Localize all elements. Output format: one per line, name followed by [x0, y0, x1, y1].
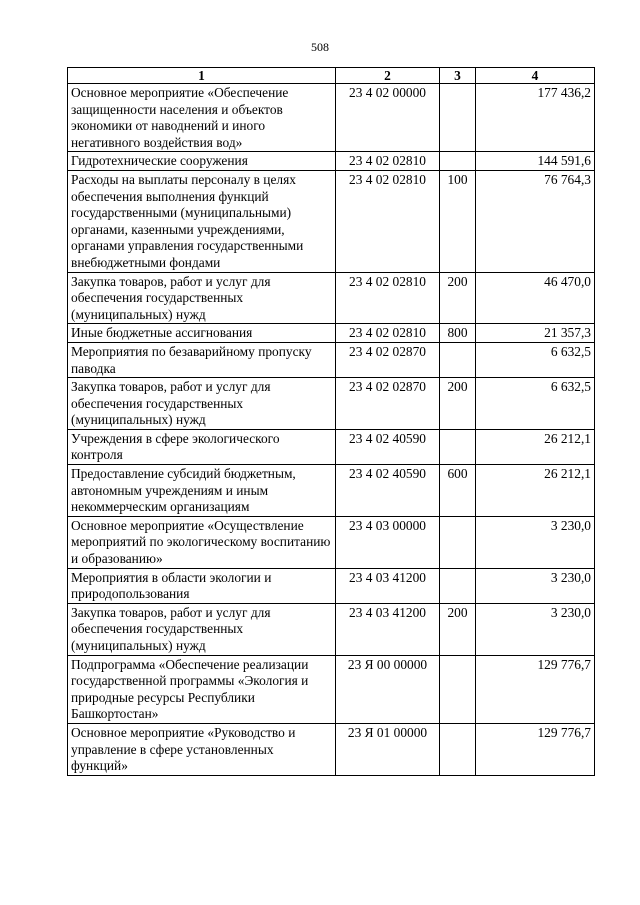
- row-name: Основное мероприятие «Обеспечение защищенности населения и объектов экономики от наводнений и иного негативного воздействия вод»: [68, 84, 336, 152]
- row-name: Мероприятия в области экологии и природопользования: [68, 568, 336, 603]
- row-vr: [440, 152, 476, 171]
- table-row: [68, 378, 595, 430]
- table-row: [68, 429, 595, 464]
- row-vr: 200: [440, 378, 476, 430]
- table-body: [68, 84, 595, 776]
- row-code: 23 4 02 02810: [336, 324, 440, 343]
- row-code: 23 4 02 02810: [336, 170, 440, 272]
- row-code: 23 4 03 00000: [336, 516, 440, 568]
- row-amount: 3 230,0: [476, 516, 595, 568]
- row-amount: 3 230,0: [476, 568, 595, 603]
- table-row: [68, 152, 595, 171]
- row-code: 23 4 02 40590: [336, 429, 440, 464]
- row-vr: [440, 342, 476, 377]
- row-vr: 600: [440, 465, 476, 517]
- row-vr: [440, 84, 476, 152]
- row-name: Подпрограмма «Обеспечение реализации государственной программы «Экология и природные ресурсы Республики Башкортостан»: [68, 655, 336, 723]
- row-vr: 800: [440, 324, 476, 343]
- header-col-1: 1: [68, 68, 336, 84]
- table-row: [68, 603, 595, 655]
- row-amount: 129 776,7: [476, 723, 595, 775]
- table-row: [68, 324, 595, 343]
- table-row: [68, 342, 595, 377]
- row-amount: 129 776,7: [476, 655, 595, 723]
- table-row: [68, 568, 595, 603]
- row-vr: [440, 429, 476, 464]
- table-row: [68, 465, 595, 517]
- row-amount: 3 230,0: [476, 603, 595, 655]
- row-name: Предоставление субсидий бюджетным, автономным учреждениям и иным некоммерческим организациям: [68, 465, 336, 517]
- row-name: Гидротехнические сооружения: [68, 152, 336, 171]
- row-vr: 100: [440, 170, 476, 272]
- row-code: 23 4 02 40590: [336, 465, 440, 517]
- row-amount: 26 212,1: [476, 465, 595, 517]
- table-row: [68, 272, 595, 324]
- table-row: [68, 170, 595, 272]
- row-code: 23 4 02 02810: [336, 272, 440, 324]
- row-name: Закупка товаров, работ и услуг для обеспечения государственных (муниципальных) нужд: [68, 603, 336, 655]
- row-amount: 6 632,5: [476, 378, 595, 430]
- table-row: [68, 655, 595, 723]
- table-header-row: [68, 68, 595, 84]
- row-code: 23 Я 00 00000: [336, 655, 440, 723]
- header-col-2: 2: [336, 68, 440, 84]
- row-amount: 76 764,3: [476, 170, 595, 272]
- row-code: 23 4 02 02810: [336, 152, 440, 171]
- row-name: Закупка товаров, работ и услуг для обеспечения государственных (муниципальных) нужд: [68, 378, 336, 430]
- row-code: 23 4 02 02870: [336, 342, 440, 377]
- row-amount: 46 470,0: [476, 272, 595, 324]
- row-amount: 144 591,6: [476, 152, 595, 171]
- row-name: Закупка товаров, работ и услуг для обеспечения государственных (муниципальных) нужд: [68, 272, 336, 324]
- row-amount: 177 436,2: [476, 84, 595, 152]
- row-vr: 200: [440, 603, 476, 655]
- row-code: 23 4 03 41200: [336, 568, 440, 603]
- row-vr: [440, 516, 476, 568]
- row-name: Основное мероприятие «Осуществление мероприятий по экологическому воспитанию и образованию»: [68, 516, 336, 568]
- row-name: Основное мероприятие «Руководство и управление в сфере установленных функций»: [68, 723, 336, 775]
- row-name: Мероприятия по безаварийному пропуску паводка: [68, 342, 336, 377]
- row-name: Расходы на выплаты персоналу в целях обеспечения выполнения функций государственными (муниципальными) органами, казенными учреждениями, органами управления государственными внебюджетными фондами: [68, 170, 336, 272]
- table-row: [68, 516, 595, 568]
- header-col-3: 3: [440, 68, 476, 84]
- row-code: 23 4 03 41200: [336, 603, 440, 655]
- row-amount: 6 632,5: [476, 342, 595, 377]
- row-name: Учреждения в сфере экологического контроля: [68, 429, 336, 464]
- row-vr: [440, 723, 476, 775]
- row-vr: [440, 568, 476, 603]
- budget-table: [67, 67, 595, 776]
- row-code: 23 Я 01 00000: [336, 723, 440, 775]
- header-col-4: 4: [476, 68, 595, 84]
- row-amount: 26 212,1: [476, 429, 595, 464]
- row-code: 23 4 02 00000: [336, 84, 440, 152]
- row-vr: 200: [440, 272, 476, 324]
- page-number: 508: [311, 40, 329, 54]
- row-vr: [440, 655, 476, 723]
- table-row: [68, 723, 595, 775]
- row-code: 23 4 02 02870: [336, 378, 440, 430]
- table-row: [68, 84, 595, 152]
- row-name: Иные бюджетные ассигнования: [68, 324, 336, 343]
- row-amount: 21 357,3: [476, 324, 595, 343]
